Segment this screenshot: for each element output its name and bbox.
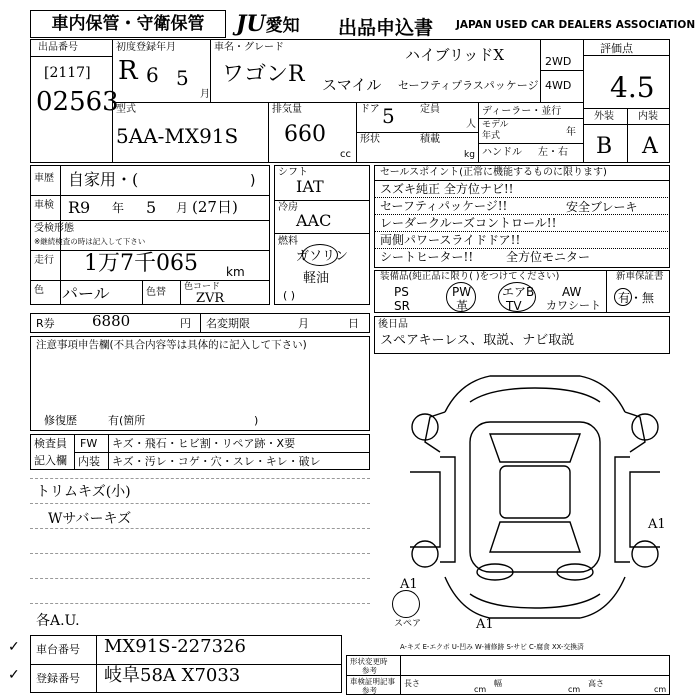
load-label: 積載 — [420, 134, 440, 145]
model-value: 5AA-MX91S — [116, 124, 239, 148]
inspection-month: 5 — [146, 198, 157, 217]
form-spec-row1-sub: 参考 — [362, 666, 377, 675]
fuel-gas-circle — [302, 244, 338, 266]
form-spec-unit-2: cm — [568, 685, 581, 694]
recycle-label: R券 — [36, 317, 55, 330]
displacement-label: 排気量 — [272, 104, 302, 115]
fuel-gas: ガソリン — [296, 249, 349, 264]
name-change-label: 名変期限 — [206, 317, 250, 330]
ac-value: AAC — [296, 211, 332, 230]
score-value: 4.5 — [610, 71, 655, 104]
sales-point-6: シートヒーター!! — [380, 250, 474, 264]
doors-value: 5 — [382, 104, 395, 128]
logo — [236, 11, 300, 37]
diagram-mark-right: A1 — [648, 517, 666, 532]
storage-label: 車内保管・守衛保管 — [30, 10, 226, 38]
score-int-label: 内装 — [638, 111, 658, 122]
spare-tire — [392, 590, 420, 618]
displacement-value: 660 — [284, 122, 326, 147]
repair-value: 有(箇所 — [108, 414, 146, 427]
color-change-label: 色替 — [146, 287, 166, 298]
received-label: 受検形態 — [34, 223, 74, 234]
handle-label: ハンドル — [482, 147, 522, 158]
diagram-mark-bottom: A1 — [476, 617, 494, 632]
history-close: ) — [250, 173, 256, 189]
logo-mark: JU — [236, 11, 266, 37]
dealer-label: ディーラー・並行 — [482, 106, 562, 117]
ac-label: 冷房 — [278, 202, 298, 213]
equip-leather: 革 — [456, 299, 469, 313]
diagram-legend: A-キズ E-エクボ U-凹み W-補修跡 S-サビ C-腐食 XX-交換済 — [400, 643, 584, 651]
registration-year: 6 — [146, 63, 159, 87]
score-label: 評価点 — [600, 42, 633, 55]
diagram-mark-left: A1 — [400, 577, 418, 592]
color-code-value: ZVR — [196, 291, 225, 306]
form-spec-row2-label: 車検証明記事 — [350, 677, 395, 686]
car-grade1: ハイブリッドX — [405, 46, 505, 64]
warranty-circle — [614, 288, 632, 306]
car-grade2: スマイル — [322, 76, 382, 94]
equip-aw: AW — [562, 285, 582, 299]
fuel-label: 燃料 — [278, 236, 298, 247]
form-title: 出品申込書 — [338, 17, 434, 39]
fuel-diesel: 軽油 — [303, 271, 330, 286]
form-spec-row2-sub: 参考 — [362, 686, 377, 695]
inspection-day: (27日) — [192, 198, 238, 216]
sales-point-1: スズキ純正 全方位ナビ!! — [380, 182, 514, 196]
lot-label: 出品番号 — [38, 42, 78, 53]
model-year-label2: 年式 — [482, 131, 501, 141]
registration-month-unit: 月 — [200, 89, 210, 100]
equipment-label: 装備品(純正品に限り( )をつけてください) — [380, 271, 560, 282]
sales-point-4: レーダークルーズコントロール!! — [380, 216, 557, 230]
attachments-label: 後日品 — [378, 319, 408, 330]
spare-label: スペア — [394, 619, 422, 629]
logo-pref: 愛知 — [265, 16, 300, 36]
inspector-label2: 記入欄 — [34, 454, 67, 467]
registration-month: 5 — [176, 66, 189, 90]
fuel-paren: ( ) — [283, 289, 296, 302]
handle-value: 左・右 — [538, 147, 568, 158]
shift-value: IAT — [296, 177, 324, 196]
inspector-note-1: トリムキズ(小) — [36, 484, 131, 500]
plate-label: 登録番号 — [36, 672, 80, 685]
equip-tv: TV — [506, 299, 522, 313]
equip-airbag-circle — [498, 282, 536, 312]
form-spec-unit-1: cm — [474, 685, 487, 694]
recycle-value: 6880 — [92, 312, 131, 330]
equip-kawaseat: カワシート — [546, 299, 601, 312]
sales-point-3: 安全ブレーキ — [566, 200, 638, 214]
form-spec-height: 高さ — [588, 679, 604, 688]
inspector-label1: 検査員 — [34, 437, 67, 450]
in-items: キズ・汚レ・コゲ・穴・スレ・キレ・破レ — [112, 455, 321, 468]
equip-sr: SR — [394, 299, 410, 313]
capacity-label: 定員 — [420, 104, 440, 115]
assoc-name: JAPAN USED CAR DEALERS ASSOCIATION — [456, 19, 696, 31]
fw-items: キズ・飛石・ヒビ割・リペア跡・X要 — [112, 437, 296, 450]
car-name-label: 車名・グレード — [214, 42, 284, 53]
inspector-note-2: Wサバーキズ — [48, 511, 132, 527]
inspection-year-unit: 年 — [112, 201, 125, 215]
form-spec-length: 長さ — [404, 679, 420, 688]
sales-point-5: 両側パワースライドドア!! — [380, 233, 521, 247]
form-spec-row1-label: 形状変更時 — [350, 657, 388, 666]
doors-label: ドア — [360, 104, 380, 115]
registration-label: 初度登録年月 — [116, 42, 176, 53]
equip-ps: PS — [394, 285, 409, 299]
shape-label: 形状 — [360, 134, 380, 145]
equip-pw: PW — [452, 285, 472, 299]
sales-points-label: セールスポイント(正常に機能するものに限ります) — [380, 167, 607, 178]
car-diagram — [400, 362, 670, 632]
shift-label: シフト — [278, 167, 308, 178]
car-name: ワゴンR — [222, 62, 305, 87]
inspection-month-unit: 月 — [176, 201, 189, 215]
form-spec-unit-3: cm — [654, 685, 667, 694]
model-label: 型式 — [116, 104, 136, 115]
repair-label: 修復歴 — [44, 414, 77, 427]
score-ext-label: 外装 — [594, 111, 614, 122]
plate-value: 岐阜58A X7033 — [104, 665, 241, 686]
mileage-label: 走行 — [34, 255, 54, 266]
color-value: パール — [62, 284, 110, 303]
color-code-label: 色コード — [184, 282, 221, 292]
warranty-value: 有・無 — [618, 291, 655, 305]
lot-number: 02563 — [36, 87, 119, 117]
inspection-era: R9 — [68, 198, 91, 217]
equip-airbag: エアB — [502, 285, 535, 299]
sales-point-2: セーフティパッケージ!! — [380, 199, 508, 213]
registration-era: R — [118, 56, 138, 86]
name-change-day: 日 — [348, 317, 359, 330]
equip-pw-circle — [446, 282, 476, 312]
inspector-note-3: 各A.U. — [36, 613, 80, 629]
color-label: 色 — [34, 285, 44, 296]
displacement-unit: cc — [340, 149, 351, 160]
mileage-value: 1万7千065 — [84, 251, 198, 276]
recycle-unit: 円 — [180, 317, 191, 330]
name-change-month: 月 — [298, 317, 309, 330]
check-mark-1: ✓ — [8, 639, 20, 655]
check-mark-2: ✓ — [8, 667, 20, 683]
lot-sub: [2117] — [44, 65, 91, 81]
load-unit: kg — [464, 150, 475, 160]
warranty-label: 新車保証書 — [616, 271, 664, 282]
sales-point-7: 全方位モニター — [506, 250, 591, 264]
history-label: 車歴 — [34, 173, 54, 184]
drive-2wd: 2WD — [545, 55, 572, 68]
capacity-unit: 人 — [466, 119, 476, 130]
received-note: ※継続検査の時は記入して下さい — [34, 237, 146, 246]
score-ext-value: B — [596, 134, 613, 159]
car-grade3: セーフティプラスパッケージ — [398, 79, 539, 92]
history-value: 自家用・( — [68, 170, 139, 189]
drive-4wd: 4WD — [545, 79, 572, 92]
form-spec-width: 幅 — [494, 679, 502, 688]
chassis-label: 車台番号 — [36, 643, 80, 656]
model-year-label1: モデル — [482, 120, 509, 130]
repair-close: ) — [254, 414, 259, 427]
fw-label: FW — [80, 437, 98, 450]
score-int-value: A — [642, 134, 658, 159]
in-label: 内装 — [78, 455, 100, 468]
year-unit: 年 — [566, 127, 576, 138]
notice-label: 注意事項申告欄(不具合内容等は具体的に記入して下さい) — [36, 339, 307, 351]
mileage-unit: km — [226, 265, 245, 279]
chassis-value: MX91S-227326 — [104, 636, 246, 657]
attachments-value: スペアキーレス、取説、ナビ取説 — [380, 333, 575, 348]
inspection-label: 車検 — [34, 200, 54, 211]
